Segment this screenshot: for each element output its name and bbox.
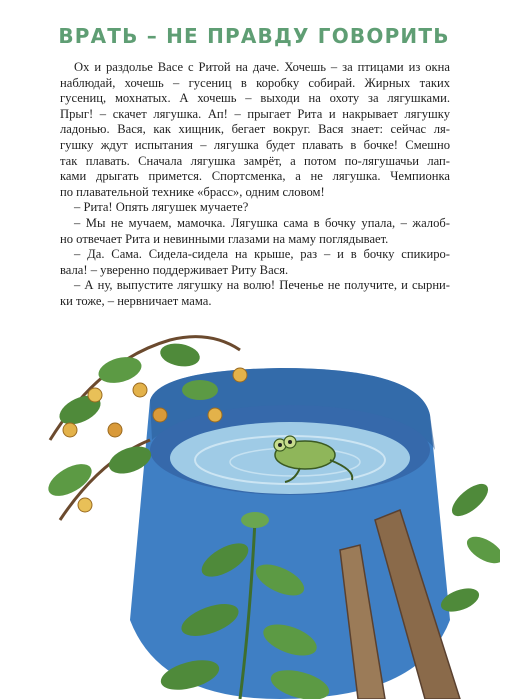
text-line: Ох и раздолье Васе с Ритой на даче. Хочешь – за птицами из окна <box>74 60 450 74</box>
text-line: ладонью. Вася, как хищник, бегает вокруг. Вася знает: сейчас ля- <box>60 122 450 137</box>
text-line: – А ну, выпустите лягушку на волю! Печенье не получите, и сырни- <box>74 278 450 293</box>
text-line: ками дрыгать примется. Спортсменка, а не лягушка. Чемпионка <box>60 169 450 184</box>
text-line: Прыг! – скачет лягушка. Ап! – прыгает Рита и накрывает лягушку <box>60 106 450 121</box>
text-line: – Да. Сама. Сидела-сидела на крыше, раз – и в бочку спикиро- <box>74 247 450 262</box>
text-line: наблюдай, хочешь – гусениц в коробку собирай. Жирных таких <box>60 75 450 90</box>
text-line: гусениц, мохнатых. А хочешь – выходи на охоту за лягушками. <box>60 91 450 106</box>
story-text <box>60 60 450 310</box>
barrel-frog-illustration <box>40 320 500 699</box>
page-title: ВРАТЬ – НЕ ПРАВДУ ГОВОРИТЬ <box>58 24 450 48</box>
text-line: – Мы не мучаем, мамочка. Лягушка сама в бочку упала, – жалоб- <box>74 215 450 230</box>
text-line: так плавать. Сначала лягушка замрёт, а потом по-лягушачьи лап- <box>60 153 450 168</box>
text-line: ки тоже, – нервничает мама. <box>60 293 212 308</box>
text-line: по плавательной технике «брасс», одним словом! <box>60 184 325 199</box>
text-line: – Рита! Опять лягушек мучаете? <box>74 200 249 215</box>
text-line: вала! – уверенно поддерживает Риту Вася. <box>60 262 289 277</box>
text-line: но отвечает Рита и невинными глазами на маму поглядывает. <box>60 231 389 246</box>
text-line: гушку ждут испытания – лягушка будет плавать в бочке! Смешно <box>60 137 450 152</box>
